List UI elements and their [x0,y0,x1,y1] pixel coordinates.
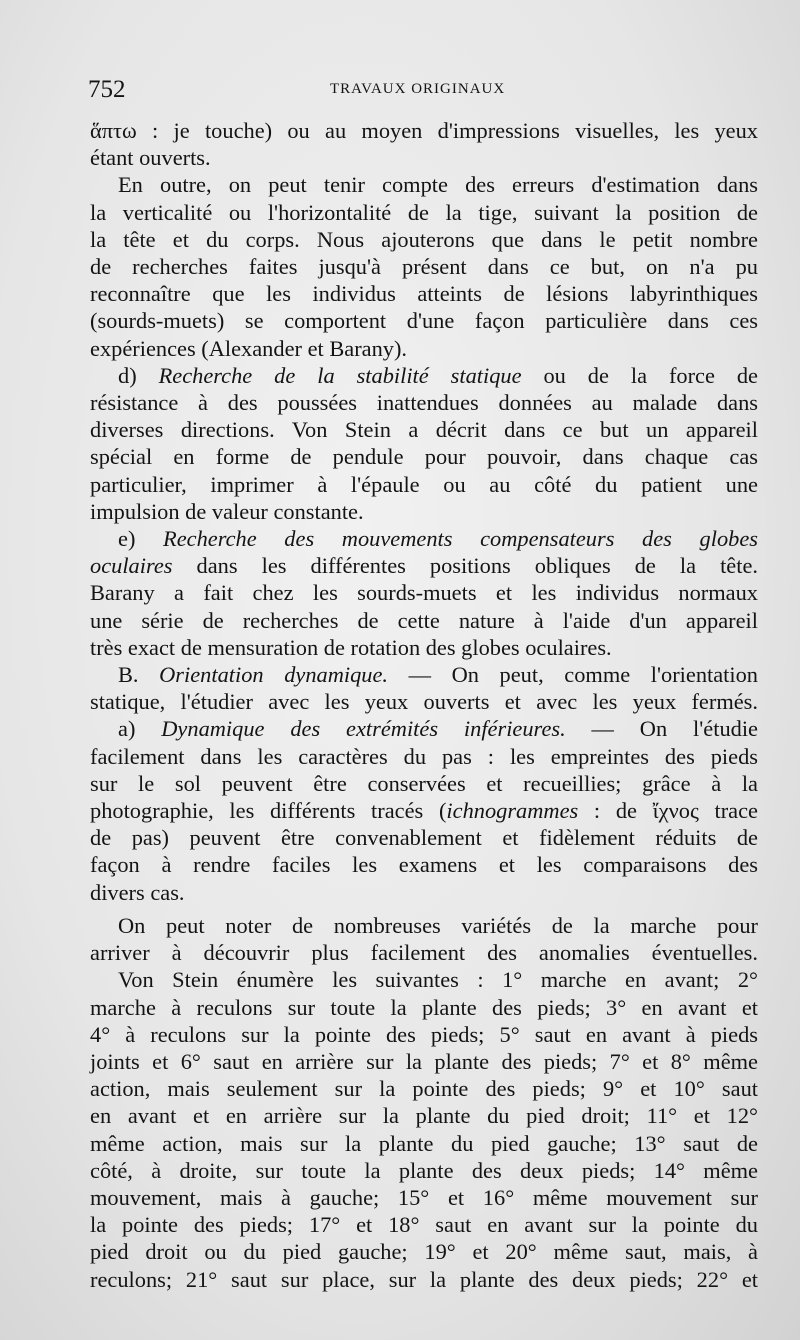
text-run: résistance à des poussées inattendues données au malade dans [90,390,758,416]
text-line [90,770,758,797]
text-line [90,939,758,966]
text-line [90,443,758,470]
text-line [90,1238,758,1265]
text-run: en avant et en arrière sur la plante du pied droit; 11° et 12° [90,1103,758,1129]
text-run: action, mais seulement sur la pointe des pieds; 9° et 10° saut [90,1076,758,1102]
text-line [90,715,758,742]
text-line [90,1184,758,1211]
text-line [90,226,758,253]
italic-text: Recherche de la stabilité statique [158,362,522,388]
text-line [90,661,758,688]
text-run: de recherches faites jusqu'à présent dans ce but, on n'a pu [90,254,758,280]
text-line [90,1075,758,1102]
text-line [90,634,758,661]
text-run: d) [118,362,159,388]
text-run: ἅπτω : je touche) ou au moyen d'impressions visuelles, les yeux [90,118,758,143]
text-run: étant ouverts. [90,145,211,171]
body-text [90,117,758,1293]
text-run: En outre, on peut tenir compte des erreurs d'estimation dans [118,172,758,198]
text-run: facilement dans les caractères du pas : les empreintes des pieds [90,743,758,769]
text-line [90,688,758,715]
text-line [90,1130,758,1157]
italic-text: ichnogrammes [446,798,579,824]
text-run: mouvement, mais à gauche; 15° et 16° même mouvement sur [90,1184,758,1210]
text-run: statique, l'étudier avec les yeux ouverts et avec les yeux fermés. [90,689,758,715]
text-line [90,389,758,416]
text-line [90,117,758,144]
text-run: — On l'étudie [565,716,758,742]
text-line [90,797,758,824]
running-head: TRAVAUX ORIGINAUX [330,81,506,97]
text-line [90,1211,758,1238]
page-number: 752 [88,76,126,103]
text-run: (sourds-muets) se comportent d'une façon particulière dans ces [90,308,758,334]
text-line [90,1021,758,1048]
text-line [90,362,758,389]
text-line [90,824,758,851]
text-run: côté, à droite, sur toute la plante des deux pieds; 14° même [90,1157,758,1183]
text-line [90,199,758,226]
text-line [90,579,758,606]
text-run: pied droit ou du pied gauche; 19° et 20° même saut, mais, à [90,1239,758,1265]
text-run: joints et 6° saut en arrière sur la plante des pieds; 7° et 8° même [90,1048,758,1074]
text-line [90,498,758,525]
text-line [90,1048,758,1075]
text-run: la pointe des pieds; 17° et 18° saut en avant sur la pointe du [90,1212,758,1238]
text-run: même action, mais sur la plante du pied gauche; 13° saut de [90,1130,758,1156]
text-line [90,851,758,878]
text-run: e) [118,526,164,552]
text-line [90,471,758,498]
text-run: divers cas. [90,879,185,905]
text-line [90,253,758,280]
text-run: impulsion de valeur constante. [90,498,364,524]
text-run: marche à reculons sur toute la plante des pieds; 3° en avant et [90,994,758,1020]
text-run: très exact de mensuration de rotation des globes oculaires. [90,634,612,660]
text-line [90,1157,758,1184]
text-line [90,994,758,1021]
text-run: la verticalité ou l'horizontalité de la tige, suivant la position de [90,199,758,225]
italic-text: Recherche des mouvements compensateurs des globes [163,526,758,552]
text-run: : de ἴχνος trace [578,798,758,824]
text-run: photographie, les différents tracés ( [90,798,447,824]
text-line [90,1102,758,1129]
text-run: Barany a fait chez les sourds-muets et les individus normaux [90,580,758,606]
text-line [90,525,758,552]
text-run: de pas) peuvent être convenablement et fidèlement réduits de [90,825,758,851]
text-run: spécial en forme de pendule pour pouvoir, dans chaque cas [90,444,758,470]
text-run: arriver à découvrir plus facilement des anomalies éventuelles. [90,940,758,966]
text-run: Von Stein énumère les suivantes : 1° marche en avant; 2° [118,967,758,993]
text-run: 4° à reculons sur la pointe des pieds; 5° saut en avant à pieds [90,1021,758,1047]
text-line [90,335,758,362]
text-line [90,966,758,993]
text-line [90,552,758,579]
italic-text: Dynamique des extrémités inférieures. [161,716,566,742]
text-run: une série de recherches de cette nature à l'aide d'un appareil [90,607,758,633]
text-run: dans les différentes positions obliques de la tête. [172,553,758,579]
text-line [90,307,758,334]
text-line [90,416,758,443]
text-run: reconnaître que les individus atteints de lésions labyrinthiques [90,281,758,307]
text-run: — On peut, comme l'orientation [388,662,759,688]
text-line [90,743,758,770]
italic-text: Orientation dynamique. [159,662,389,688]
text-run: On peut noter de nombreuses variétés de la marche pour [118,912,758,938]
text-run: particulier, imprimer à l'épaule ou au côté du patient une [90,471,758,497]
text-run: ou de la force de [521,362,758,388]
text-run: B. [118,662,160,688]
text-line [90,144,758,171]
text-run: sur le sol peuvent être conservées et recueillies; grâce à la [90,770,758,796]
page-header [88,76,758,106]
text-line [90,912,758,939]
text-run: expériences (Alexander et Barany). [90,335,408,361]
text-run: a) [118,716,162,742]
text-line [90,171,758,198]
text-line [90,280,758,307]
text-run: façon à rendre faciles les examens et les comparaisons des [90,852,758,878]
italic-text: oculaires [90,553,173,579]
text-run: reculons; 21° saut sur place, sur la plante des deux pieds; 22° et [90,1266,758,1292]
text-run: la tête et du corps. Nous ajouterons que dans le petit nombre [90,226,758,252]
text-run: diverses directions. Von Stein a décrit dans ce but un appareil [90,417,758,443]
text-line [90,607,758,634]
text-line [90,1266,758,1293]
text-line [90,879,758,906]
